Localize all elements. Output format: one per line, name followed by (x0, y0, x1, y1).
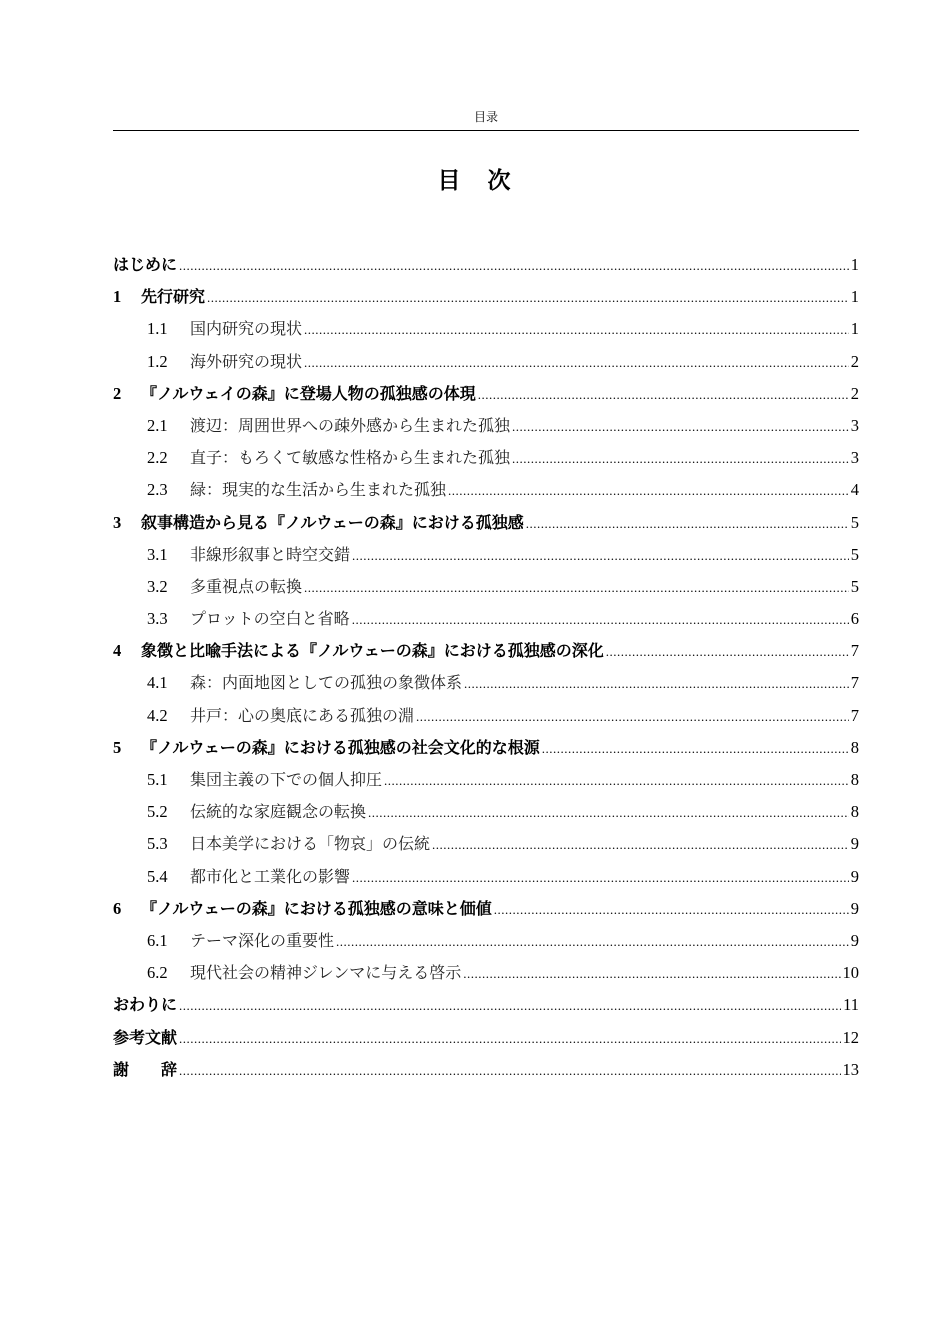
toc-entry-title: 『ノルウェーの森』における孤独感の社会文化的な根源 (141, 737, 540, 757)
toc-entry-title: おわりに (113, 995, 178, 1015)
dot-leader (352, 612, 849, 628)
toc-entry[interactable] (113, 510, 859, 542)
toc-entry-page: 4 (850, 480, 859, 500)
dot-leader (464, 676, 849, 692)
toc-entry-number: 5 (113, 737, 122, 757)
dot-leader (352, 870, 849, 886)
toc-entry-title: テーマ深化の重要性 (190, 930, 335, 950)
dot-leader (207, 290, 849, 306)
toc-entry[interactable] (113, 896, 859, 928)
dot-leader (179, 1031, 840, 1047)
toc-entry-number: 5.3 (147, 834, 168, 854)
toc-entry-page: 12 (842, 1027, 859, 1047)
toc-entry-title: 伝統的な家庭観念の転換 (190, 802, 367, 822)
toc-entry-number: 6.2 (147, 963, 168, 983)
dot-leader (304, 580, 849, 596)
toc-entry-title: はじめに (113, 255, 178, 274)
toc-entry-title: 直子：もろくて敏感な性格から生まれた孤独 (190, 448, 511, 468)
toc-entry-title: 緑：現実的な生活から生まれた孤独 (190, 480, 447, 500)
toc-entry[interactable] (113, 992, 859, 1024)
dot-leader (526, 516, 849, 532)
toc-entry[interactable] (113, 542, 859, 574)
toc-entry-number: 1 (113, 287, 122, 307)
toc-entry[interactable] (113, 831, 859, 863)
toc-entry-page: 9 (850, 866, 859, 886)
toc-entry-number: 3.2 (147, 576, 168, 596)
toc-entry-page: 7 (850, 705, 859, 725)
toc-entry-page: 6 (850, 609, 859, 629)
dot-leader (304, 322, 849, 338)
dot-leader (384, 773, 849, 789)
toc-entry-number: 1.2 (147, 351, 168, 371)
toc-entry-page: 2 (850, 383, 859, 403)
dot-leader (512, 419, 849, 435)
toc-entry-page: 1 (850, 319, 859, 339)
dot-leader (304, 355, 849, 371)
toc-entry-number: 4.1 (147, 673, 168, 693)
toc-entry-number: 4.2 (147, 705, 168, 725)
toc-entry-title: 海外研究の現状 (190, 351, 303, 371)
toc-entry-title: 集団主義の下での個人抑圧 (190, 770, 383, 789)
toc-entry-title: 多重視点の転換 (190, 576, 303, 596)
toc-entry-page: 1 (850, 255, 859, 274)
toc-entry-page: 8 (850, 802, 859, 822)
toc-entry-title: 叙事構造から見る『ノルウェーの森』における孤独感 (141, 512, 524, 532)
toc-entry-page: 5 (850, 512, 859, 532)
toc-entry-number: 6.1 (147, 930, 168, 950)
table-of-contents (113, 252, 859, 1089)
toc-entry-number: 2 (113, 383, 122, 403)
toc-entry[interactable] (113, 381, 859, 413)
dot-leader (494, 902, 849, 918)
dot-leader (478, 387, 849, 403)
toc-entry-title: 『ノルウェイの森』に登場人物の孤独感の体現 (141, 383, 476, 403)
dot-leader (416, 709, 849, 725)
toc-entry-page: 2 (850, 351, 859, 371)
toc-entry-title: 国内研究の現状 (190, 319, 303, 339)
toc-entry-title: 渡辺：周囲世界への疎外感から生まれた孤独 (190, 415, 511, 435)
toc-entry[interactable] (113, 252, 859, 284)
toc-entry[interactable] (113, 349, 859, 381)
toc-entry-title: 参考文献 (113, 1027, 178, 1047)
toc-entry[interactable] (113, 960, 859, 992)
toc-entry-number: 2.1 (147, 415, 168, 435)
running-header: 目录 (473, 110, 498, 124)
toc-entry-title: プロットの空白と省略 (190, 609, 350, 629)
toc-entry-number: 3.1 (147, 544, 168, 564)
toc-entry-title: 都市化と工業化の影響 (190, 866, 351, 886)
dot-leader (179, 1063, 840, 1079)
toc-entry-title: 先行研究 (141, 287, 206, 307)
toc-entry-number: 5.2 (147, 802, 168, 822)
dot-leader (606, 644, 849, 660)
toc-entry[interactable] (113, 284, 859, 316)
toc-entry[interactable] (113, 574, 859, 606)
toc-entry[interactable] (113, 799, 859, 831)
toc-entry-number: 6 (113, 898, 122, 918)
toc-entry[interactable] (113, 413, 859, 445)
toc-entry[interactable] (113, 864, 859, 896)
toc-entry-number: 4 (113, 641, 122, 661)
toc-entry-page: 8 (850, 737, 859, 757)
dot-leader (352, 548, 849, 564)
toc-entry-page: 7 (850, 641, 859, 661)
toc-entry-title: 井戸：心の奥底にある孤独の淵 (190, 705, 415, 725)
toc-entry-number: 3.3 (147, 609, 168, 629)
dot-leader (179, 998, 841, 1014)
toc-entry-title: 日本美学における「物哀」の伝統 (190, 834, 431, 854)
toc-entry-number: 1.1 (147, 319, 168, 339)
dot-leader (448, 483, 849, 499)
toc-entry-title: 謝 辞 (113, 1059, 178, 1079)
toc-entry[interactable] (113, 638, 859, 670)
toc-entry[interactable] (113, 928, 859, 960)
toc-entry-number: 5.1 (147, 770, 168, 789)
toc-entry[interactable] (113, 1057, 859, 1089)
toc-entry[interactable] (113, 1025, 859, 1057)
page-title: 目 次 (437, 168, 513, 193)
toc-entry-page: 9 (850, 898, 859, 918)
dot-leader (512, 451, 849, 467)
toc-entry-title: 現代社会の精神ジレンマに与える啓示 (190, 963, 462, 983)
toc-entry-page: 5 (850, 544, 859, 564)
toc-entry-page: 9 (850, 930, 859, 950)
toc-entry-number: 5.4 (147, 866, 168, 886)
dot-leader (463, 966, 840, 982)
toc-entry[interactable] (113, 445, 859, 477)
toc-entry-page: 3 (850, 415, 859, 435)
toc-entry[interactable] (113, 670, 859, 702)
dot-leader (336, 934, 849, 950)
toc-entry-title: 非線形叙事と時空交錯 (190, 544, 351, 564)
toc-entry-page: 9 (850, 834, 859, 854)
toc-entry[interactable] (113, 606, 859, 638)
toc-entry-page: 10 (842, 963, 859, 983)
toc-entry-page: 5 (850, 576, 859, 596)
toc-entry-title: 『ノルウェーの森』における孤独感の意味と価値 (141, 898, 492, 918)
dot-leader (368, 805, 849, 821)
toc-entry-number: 2.3 (147, 480, 168, 500)
toc-entry-page: 3 (850, 448, 859, 468)
dot-leader (542, 741, 849, 757)
toc-entry-page: 11 (843, 995, 859, 1015)
toc-entry-title: 象徴と比喩手法による『ノルウェーの森』における孤独感の深化 (141, 641, 604, 661)
toc-entry-number: 2.2 (147, 448, 168, 468)
dot-leader (179, 258, 849, 274)
header-rule (113, 130, 859, 131)
toc-entry[interactable] (113, 767, 859, 799)
toc-entry[interactable] (113, 316, 859, 348)
toc-entry-page: 8 (850, 770, 859, 789)
toc-entry[interactable] (113, 735, 859, 767)
toc-entry-page: 1 (850, 287, 859, 307)
toc-entry-page: 13 (842, 1059, 859, 1079)
toc-entry-title: 森：内面地図としての孤独の象徴体系 (190, 673, 463, 693)
dot-leader (432, 837, 849, 853)
toc-entry[interactable] (113, 477, 859, 509)
toc-entry[interactable] (113, 703, 859, 735)
toc-entry-page: 7 (850, 673, 859, 693)
toc-entry-number: 3 (113, 512, 122, 532)
